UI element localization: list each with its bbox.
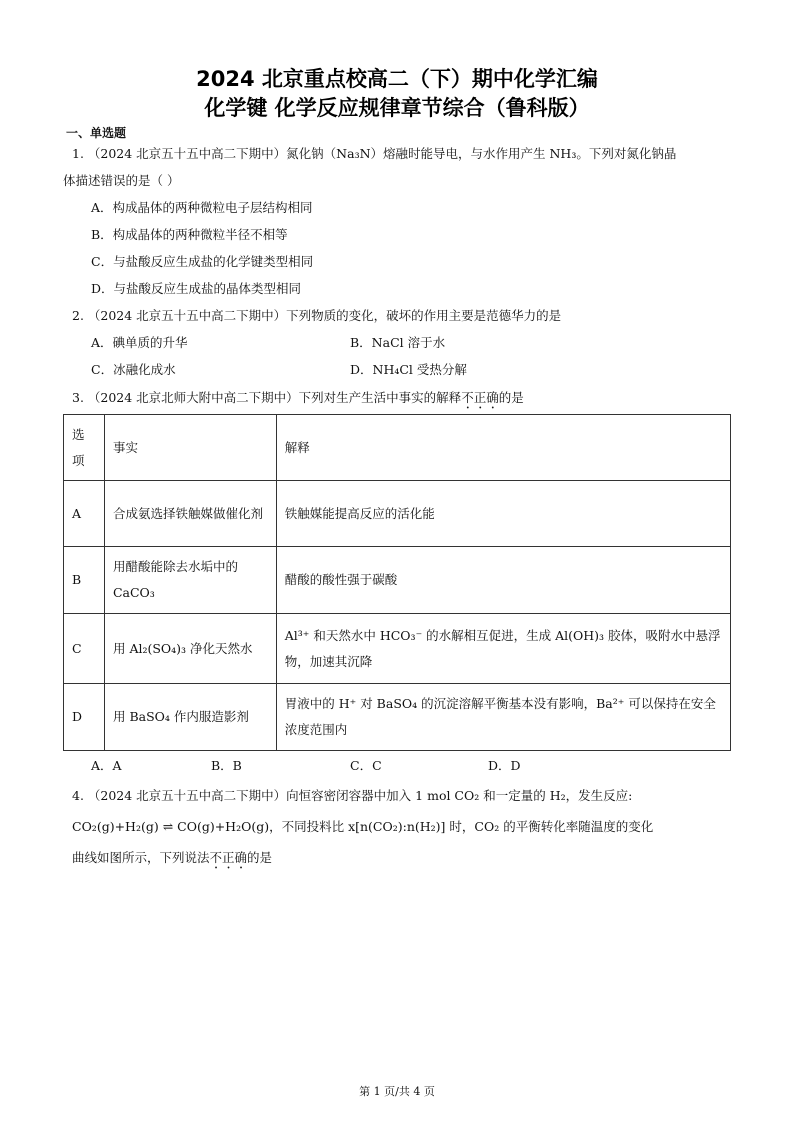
q4-stem-line2: CO₂(g)+H₂(g) ⇌ CO(g)+H₂O(g)，不同投料比 x[n(CO₂):n(H₂)] 时，CO₂ 的平衡转化率随温度的变化	[72, 819, 654, 834]
q2-stem: 2. （2024 北京五十五中高二下期中）下列物质的变化，破坏的作用主要是范德华力的是	[72, 308, 562, 323]
q3-answer-d: D．D	[488, 758, 521, 773]
q1-stem-line2: 体描述错误的是（ ）	[63, 173, 180, 188]
q1-option-d: D．与盐酸反应生成盐的晶体类型相同	[91, 281, 302, 296]
row-c-option: C	[64, 614, 105, 684]
document-title: 2024 北京重点校高二（下）期中化学汇编	[196, 67, 598, 91]
q1-option-b: B．构成晶体的两种微粒半径不相等	[91, 227, 288, 242]
table-header-row	[64, 415, 731, 481]
row-c-fact: 用 Al₂(SO₄)₃ 净化天然水	[104, 614, 276, 684]
row-b-fact: 用醋酸能除去水垢中的 CaCO₃	[104, 547, 276, 614]
row-a-explanation: 铁触媒能提高反应的活化能	[276, 481, 730, 547]
header-fact: 事实	[104, 415, 276, 481]
section-heading: 一、单选题	[66, 126, 127, 140]
document-subtitle: 化学键 化学反应规律章节综合（鲁科版）	[204, 96, 590, 120]
row-b-option: B	[64, 547, 105, 614]
row-b-explanation: 醋酸的酸性强于碳酸	[276, 547, 730, 614]
q3-stem-prefix: 3. （2024 北京北师大附中高二下期中）下列对生产生活中事实的解释	[72, 390, 462, 405]
table-row	[64, 481, 731, 547]
q4-stem-emphasis: 不正确	[209, 850, 248, 865]
q4-stem-line1: 4. （2024 北京五十五中高二下期中）向恒容密闭容器中加入 1 mol CO₂ 和一定量的 H₂，发生反应:	[72, 788, 633, 803]
row-d-explanation: 胃液中的 H⁺ 对 BaSO₄ 的沉淀溶解平衡基本没有影响，Ba²⁺ 可以保持在安全浓度范围内	[276, 684, 730, 751]
q4-stem-prefix: 曲线如图所示，下列说法	[72, 850, 210, 865]
q3-table	[63, 414, 731, 751]
page-footer: 第 1 页/共 4 页	[359, 1085, 435, 1098]
table-row	[64, 684, 731, 751]
q1-option-a: A．构成晶体的两种微粒电子层结构相同	[91, 200, 313, 215]
table-row	[64, 547, 731, 614]
q3-stem-suffix: 的是	[498, 390, 524, 405]
row-c-explanation: Al³⁺ 和天然水中 HCO₃⁻ 的水解相互促进，生成 Al(OH)₃ 胶体，吸附水中悬浮物，加速其沉降	[276, 614, 730, 684]
q4-stem-suffix: 的是	[247, 850, 273, 865]
row-a-option: A	[64, 481, 105, 547]
q2-option-a: A．碘单质的升华	[91, 335, 188, 350]
q3-answer-c: C．C	[350, 758, 382, 773]
q3-answer-b: B．B	[211, 758, 242, 773]
header-explanation: 解释	[276, 415, 730, 481]
q2-option-d: D．NH₄Cl 受热分解	[350, 362, 467, 377]
q1-option-c: C．与盐酸反应生成盐的化学键类型相同	[91, 254, 314, 269]
row-a-fact: 合成氨选择铁触媒做催化剂	[104, 481, 276, 547]
q3-stem-emphasis: 不正确	[461, 390, 499, 405]
table-row	[64, 614, 731, 684]
row-d-fact: 用 BaSO₄ 作内服造影剂	[104, 684, 276, 751]
q3-stem	[72, 388, 524, 412]
q4-stem-line3	[72, 848, 272, 872]
header-option: 选项	[64, 415, 105, 481]
q2-option-b: B．NaCl 溶于水	[350, 335, 446, 350]
row-d-option: D	[64, 684, 105, 751]
q2-option-c: C．冰融化成水	[91, 362, 176, 377]
q3-answer-a: A．A	[91, 758, 122, 773]
q1-stem-line1: 1. （2024 北京五十五中高二下期中）氮化钠（Na₃N）熔融时能导电，与水作用产生 NH₃。下列对氮化钠晶	[72, 146, 677, 161]
